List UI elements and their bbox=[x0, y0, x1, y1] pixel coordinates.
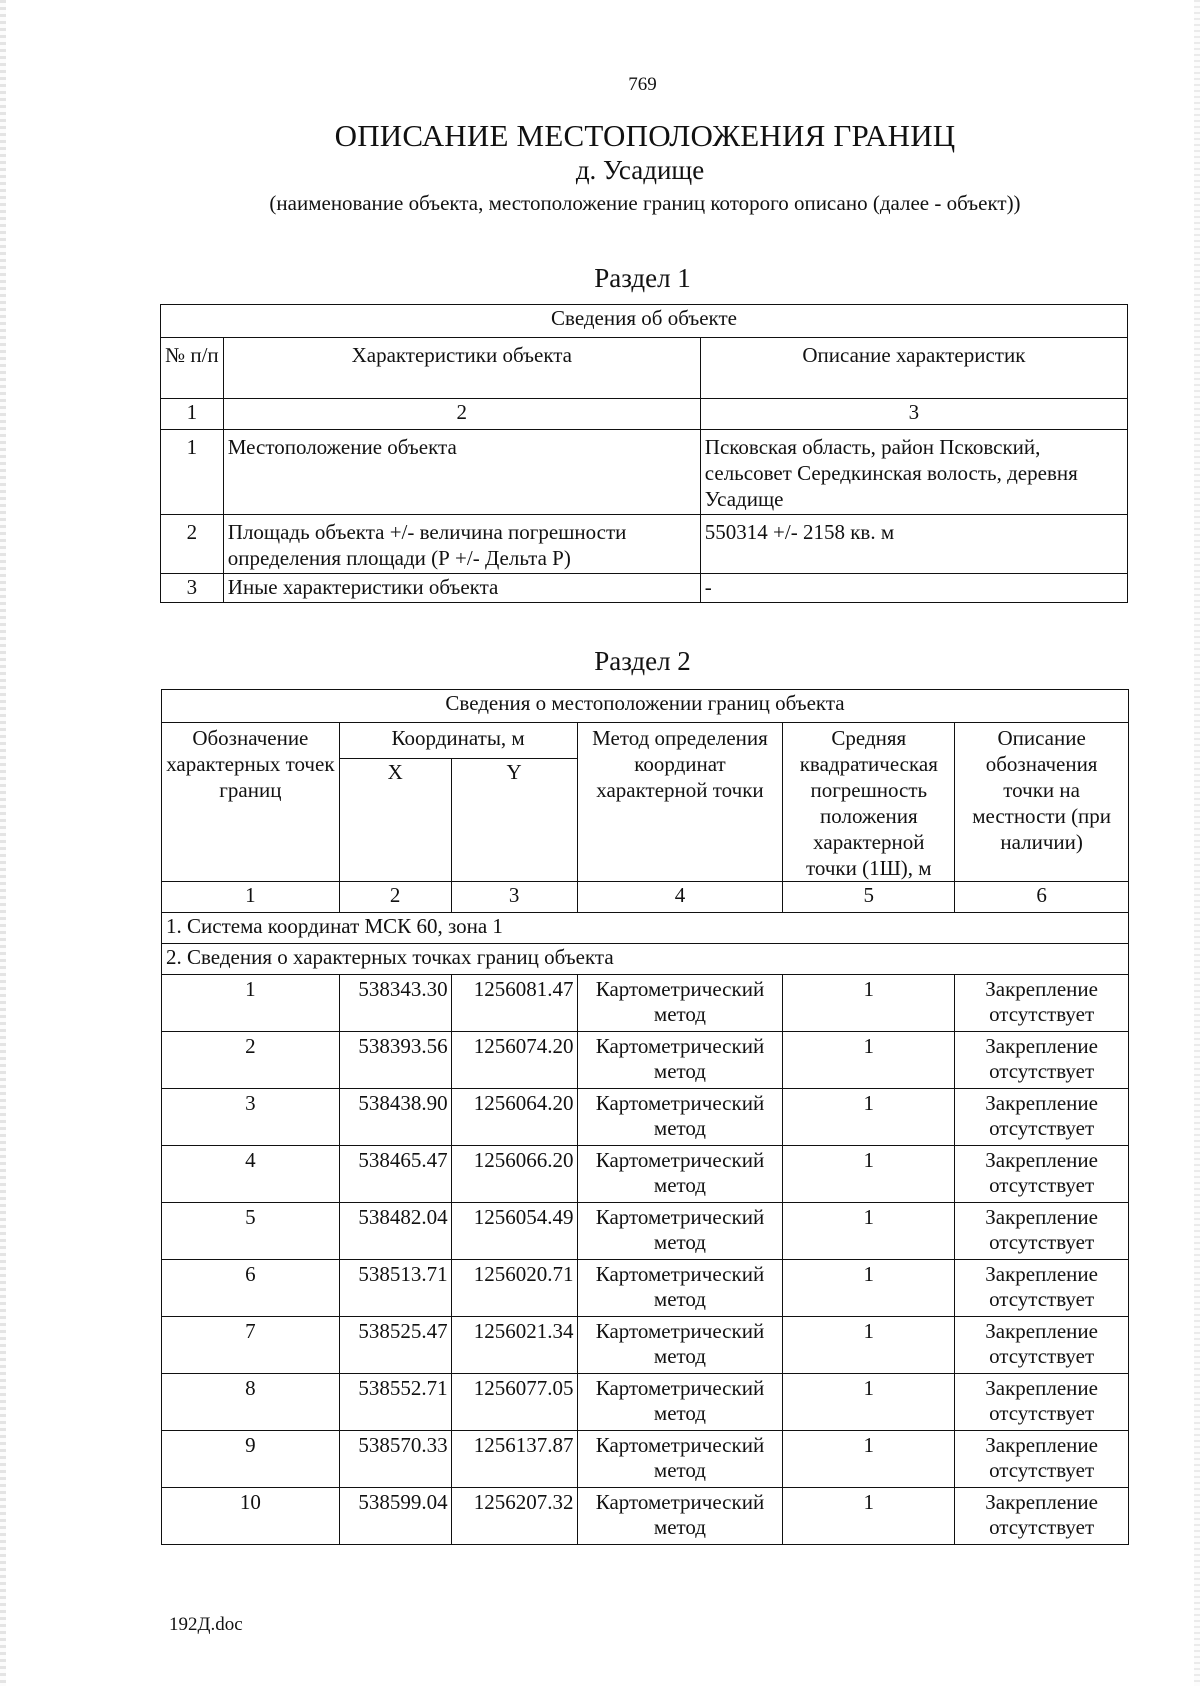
scan-edge-right bbox=[1194, 0, 1200, 1686]
point-y: 1256064.20 bbox=[451, 1089, 577, 1146]
point-y: 1256020.71 bbox=[451, 1260, 577, 1317]
row-value: Псковская область, район Псковский, сельсовет Середкинская волость, деревня Усадище bbox=[700, 430, 1127, 515]
point-method: Картометрический метод bbox=[577, 1260, 783, 1317]
table-row bbox=[162, 1374, 1129, 1431]
point-id: 3 bbox=[162, 1089, 340, 1146]
column-header-error: Средняя квадратическая погрешность положения характерной точки (1Ш), м bbox=[783, 723, 955, 882]
table-row bbox=[162, 975, 1129, 1032]
column-number: 3 bbox=[700, 399, 1127, 430]
point-method: Картометрический метод bbox=[577, 1374, 783, 1431]
point-x: 538465.47 bbox=[339, 1146, 451, 1203]
point-error: 1 bbox=[783, 1032, 955, 1089]
point-y: 1256074.20 bbox=[451, 1032, 577, 1089]
point-id: 8 bbox=[162, 1374, 340, 1431]
table-row bbox=[162, 1032, 1129, 1089]
column-number: 2 bbox=[339, 882, 451, 913]
table-row bbox=[162, 1431, 1129, 1488]
column-number: 1 bbox=[161, 399, 224, 430]
point-x: 538482.04 bbox=[339, 1203, 451, 1260]
point-description: Закрепление отсутствует bbox=[955, 1032, 1129, 1089]
point-error: 1 bbox=[783, 1374, 955, 1431]
object-name: д. Усадище bbox=[575, 155, 705, 185]
point-x: 538343.30 bbox=[339, 975, 451, 1032]
section2-heading: Раздел 2 bbox=[594, 646, 691, 676]
point-y: 1256207.32 bbox=[451, 1488, 577, 1545]
point-y: 1256137.87 bbox=[451, 1431, 577, 1488]
point-description: Закрепление отсутствует bbox=[955, 1317, 1129, 1374]
section1-heading: Раздел 1 bbox=[594, 263, 691, 293]
row-value: 550314 +/- 2158 кв. м bbox=[700, 515, 1127, 574]
point-description: Закрепление отсутствует bbox=[955, 1374, 1129, 1431]
footer-filename: 192Д.doc bbox=[169, 1614, 243, 1635]
point-y: 1256066.20 bbox=[451, 1146, 577, 1203]
column-header-method: Метод определения координат характерной точки bbox=[577, 723, 783, 882]
point-y: 1256021.34 bbox=[451, 1317, 577, 1374]
point-description: Закрепление отсутствует bbox=[955, 1203, 1129, 1260]
point-id: 7 bbox=[162, 1317, 340, 1374]
point-x: 538599.04 bbox=[339, 1488, 451, 1545]
point-y: 1256077.05 bbox=[451, 1374, 577, 1431]
table-row bbox=[162, 1089, 1129, 1146]
row-value: - bbox=[700, 574, 1127, 603]
point-y: 1256081.47 bbox=[451, 975, 577, 1032]
point-method: Картометрический метод bbox=[577, 1089, 783, 1146]
row-number: 2 bbox=[161, 515, 224, 574]
point-x: 538393.56 bbox=[339, 1032, 451, 1089]
point-id: 5 bbox=[162, 1203, 340, 1260]
column-header-points: Обозначение характерных точек границ bbox=[162, 723, 340, 882]
table-row bbox=[161, 430, 1128, 515]
point-x: 538513.71 bbox=[339, 1260, 451, 1317]
column-header-characteristics: Характеристики объекта bbox=[223, 338, 700, 399]
point-id: 9 bbox=[162, 1431, 340, 1488]
point-x: 538438.90 bbox=[339, 1089, 451, 1146]
column-header-coordinates: Координаты, м bbox=[339, 723, 577, 759]
point-method: Картометрический метод bbox=[577, 1146, 783, 1203]
column-number: 3 bbox=[451, 882, 577, 913]
column-header-point-description: Описание обозначения точки на местности (при наличии) bbox=[955, 723, 1129, 882]
point-y: 1256054.49 bbox=[451, 1203, 577, 1260]
column-number: 2 bbox=[223, 399, 700, 430]
point-id: 2 bbox=[162, 1032, 340, 1089]
point-error: 1 bbox=[783, 1146, 955, 1203]
table-caption: Сведения об объекте bbox=[161, 305, 1128, 338]
column-header-number: № п/п bbox=[161, 338, 224, 399]
point-description: Закрепление отсутствует bbox=[955, 1431, 1129, 1488]
column-number: 5 bbox=[783, 882, 955, 913]
row-number: 1 bbox=[161, 430, 224, 515]
point-method: Картометрический метод bbox=[577, 1488, 783, 1545]
point-id: 1 bbox=[162, 975, 340, 1032]
point-method: Картометрический метод bbox=[577, 1203, 783, 1260]
point-error: 1 bbox=[783, 1089, 955, 1146]
table-row bbox=[162, 1488, 1129, 1545]
row-characteristic: Местоположение объекта bbox=[223, 430, 700, 515]
column-header-x: X bbox=[339, 759, 451, 882]
table-row bbox=[161, 515, 1128, 574]
point-description: Закрепление отсутствует bbox=[955, 1260, 1129, 1317]
point-method: Картометрический метод bbox=[577, 975, 783, 1032]
point-error: 1 bbox=[783, 1488, 955, 1545]
table-row bbox=[162, 1260, 1129, 1317]
point-error: 1 bbox=[783, 1431, 955, 1488]
coordinate-system-row: 1. Система координат МСК 60, зона 1 bbox=[162, 913, 1129, 944]
column-header-description: Описание характеристик bbox=[700, 338, 1127, 399]
point-description: Закрепление отсутствует bbox=[955, 1089, 1129, 1146]
column-number: 6 bbox=[955, 882, 1129, 913]
object-caption: (наименование объекта, местоположение границ которого описано (далее - объект)) bbox=[269, 191, 1021, 215]
page-number: 769 bbox=[628, 74, 657, 95]
row-characteristic: Иные характеристики объекта bbox=[223, 574, 700, 603]
point-id: 10 bbox=[162, 1488, 340, 1545]
point-description: Закрепление отсутствует bbox=[955, 975, 1129, 1032]
boundary-points-table bbox=[161, 689, 1129, 1545]
point-id: 4 bbox=[162, 1146, 340, 1203]
point-description: Закрепление отсутствует bbox=[955, 1488, 1129, 1545]
table-row bbox=[161, 574, 1128, 603]
points-caption-row: 2. Сведения о характерных точках границ объекта bbox=[162, 944, 1129, 975]
point-id: 6 bbox=[162, 1260, 340, 1317]
row-characteristic: Площадь объекта +/- величина погрешности определения площади (Р +/- Дельта Р) bbox=[223, 515, 700, 574]
point-x: 538552.71 bbox=[339, 1374, 451, 1431]
point-x: 538525.47 bbox=[339, 1317, 451, 1374]
column-number: 1 bbox=[162, 882, 340, 913]
table-row bbox=[162, 1203, 1129, 1260]
document-title: ОПИСАНИЕ МЕСТОПОЛОЖЕНИЯ ГРАНИЦ bbox=[334, 118, 956, 153]
row-number: 3 bbox=[161, 574, 224, 603]
column-header-y: Y bbox=[451, 759, 577, 882]
point-method: Картометрический метод bbox=[577, 1431, 783, 1488]
object-info-table bbox=[160, 304, 1128, 603]
table-row bbox=[162, 1146, 1129, 1203]
scan-edge-left bbox=[0, 0, 6, 1686]
point-error: 1 bbox=[783, 1203, 955, 1260]
point-error: 1 bbox=[783, 975, 955, 1032]
point-x: 538570.33 bbox=[339, 1431, 451, 1488]
point-description: Закрепление отсутствует bbox=[955, 1146, 1129, 1203]
table-row bbox=[162, 1317, 1129, 1374]
table-caption: Сведения о местоположении границ объекта bbox=[162, 690, 1129, 723]
point-method: Картометрический метод bbox=[577, 1317, 783, 1374]
point-method: Картометрический метод bbox=[577, 1032, 783, 1089]
point-error: 1 bbox=[783, 1317, 955, 1374]
point-error: 1 bbox=[783, 1260, 955, 1317]
column-number: 4 bbox=[577, 882, 783, 913]
